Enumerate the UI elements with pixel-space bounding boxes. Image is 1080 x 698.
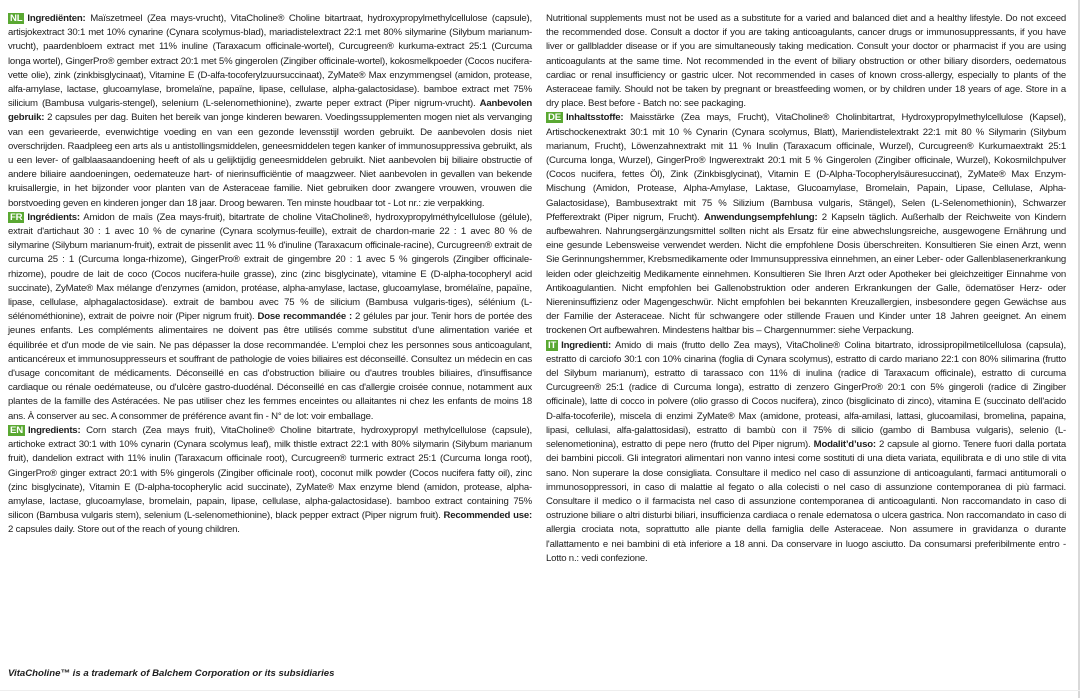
section-en: [8, 424, 532, 538]
use-text-it: 2 capsule al giorno. Tenere fuori dalla portata dei bambini piccoli. Gli integratori alimentari non vanno intesi come sostituti di una dieta variata, equilibrata e di uno stile di vita sano. Non superare la dose consigliata. Consultare il medico nel caso di assunzione di anticoagulanti, farmaci antitumorali o immunosoppressori, in caso di malattie al fegato o alla colecisti o nel caso di assunzione contemporanea di più farmaci. Consultare il medico o il farmacista nel caso di assunzione contemporanea di anticoagulanti. Non raccomandato in caso di ostruzione biliare o altri disturbi biliari, insufficienza cardiaca o renale edematosa o ulcera gastrica. Non raccomandato in caso di allergia crociata nota, soprattutto alle piante della famiglia delle Asteraceae. Non assumere in gravidanza o durante l'allattamento e nei bambini di età inferiore a 18 anni. Da conservare in luogo asciutto. Da consumarsi preferibilmente entro - Lotto n.: vedi confezione.: [546, 439, 1066, 564]
language-badge-fr: FR: [10, 211, 23, 223]
ingredients-heading-it: Ingredienti:: [561, 339, 611, 351]
use-heading-fr: Dose recommandée :: [257, 311, 352, 323]
ingredients-heading-en: Ingredients:: [27, 424, 81, 436]
right-column: [546, 12, 1066, 566]
trademark-footnote: [8, 668, 334, 679]
use-heading-it: Modalit’d’uso:: [813, 439, 876, 451]
trademark-text: is a trademark of Balchem Corporation or its subsidiaries: [70, 668, 335, 679]
use-text-en-continued: Nutritional supplements must not be used as a substitute for a varied and balanced diet and a healthy lifestyle. Do not exceed the recommended dose. Consult a doctor if you are taking anticoagulants, cancer drugs or immunosuppressants, if you have liver or gallbladder disease or if you are simultaneously taking medication. Consult your doctor or pharmacist if you are using anticoagulants at the same time. Not recommended in the event of biliary obstruction or other biliary disorders, oedematous cardiac or renal insufficiency or gastric ulcer. Not recommended in cases of known cross-allergy, especially to plants of the Asteraceae family. Should not be taken by pregnant or breastfeeding women, or by children under 18 years of age. Store in a dry place. Best before - Batch no: see packaging.: [546, 13, 1066, 110]
left-column: [8, 12, 532, 538]
use-text-fr: 2 gélules par jour. Tenir hors de portée des jeunes enfants. Les compléments alimentaires ne doivent pas être utilisés comme substitut d'une alimentation variée et équilibrée et d'un mode de vie sain. Ne pas dépasser la dose recommandée. L'emploi chez les personnes sous anticoagulant, anticancéreux et immunosuppresseurs et souffrant de pathologie de voies biliaires est déconseillé. Consultez un médecin en cas d'usage concomitant de médicaments. Déconseillé en cas d'obstruction biliaire ou d'autres troubles biliaires, d'insuffisance cardiaque ou rénale oedémateuse, ou d'ulcère gastro-duodénal. Déconseillé en cas d'allergie croisée connue, notamment aux plantes de la famille des Astéracées. Ne pas utiliser chez les femmes enceintes ou allaitantes ni chez les enfants de moins 18 ans. À conserver au sec. A consommer de préférence avant fin - N° de lot: voir emballage.: [8, 311, 533, 422]
ingredients-text-it: Amido di mais (frutto dello Zea mays), VitaCholine® Colina bitartrato, idrossipropilmetilcellulosa (capsula), estratto di carciofo 30:1 con 10% cinarina (foglia di Cynara scolymus), estratto di cardo mariano 22:1 con 80% silimarina (frutto del Silybum marianum), estratto di tarassaco con 11% di inulina (radice di Taraxacum officinale), estratto di curcuma Curcugreen® 25:1 (radice di Curcuma longa), estratto di zenzero GingerPro® 20:1 con 5% gingeroli (radice di Zingiber officinale), latte di cocco in polvere (olio grasso di Cocos nucifera), zinco (bisglicinato di zinco), vitamina E (succinato dell'acido D-alfa-tocoferile), miscela di enzimi ZyMate® Max (amidone, proteasi, alfa-amilasi, lattasi, glucoamilasi, bromelina, papaina, lipasi, cellulasi, alfa-galattosidasi), estratto di bambù con il 75% di silicio (gambo di Bambusa vulgaris), selenio (L-selenometionina), estratto di pepe nero (frutto del Piper nigrum).: [546, 339, 1067, 451]
trademark-brand: VitaCholine™: [8, 668, 71, 679]
section-fr: [8, 211, 532, 424]
section-it: [546, 339, 1066, 566]
ingredients-heading-de: Inhaltsstoffe:: [565, 112, 624, 124]
language-badge-de: DE: [548, 112, 561, 124]
bottom-divider: [0, 690, 1080, 691]
ingredients-heading-nl: Ingrediënten:: [27, 13, 86, 24]
language-badge-nl: NL: [10, 13, 23, 24]
use-text-en: 2 capsules daily. Store out of the reach of young children.: [8, 524, 240, 536]
ingredients-text-nl: Maïszetmeel (Zea mays-vrucht), VitaCholine® Choline bitartraat, hydroxypropylmethylcellulose (capsule), artisjokextract 30:1 met 10% cynarine (Cynara scolymus-blad), mariadistelextract 22:1 met 80% silymarine (Silybum marianum-vrucht), paardenbloem extract met 11% inuline (Taraxacum officinale-wortel), Curcugreen® kurkuma-extract 25:1 (Curcuma longa wortel), GingerPro® gember extract 20:1 met 5% gingerolen (Zingiber officinale-wortel), kokosmelkpoeder (Cocos nucifera-vette olie), zink (zinkbisglycinaat), Vitamine E (D-alfa-tocoferylzuursuccinaat), ZyMate® Max enzymmengsel (amidon, protease, alfa-amylase, lactase, glucoamylase, bromelaïne, papaïne, lipase, cellulase, alpha-galactosidase). bamboe extract met 75% silicium (Bambusa vulgaris-stengel), selenium (L-selenomethionine), zwarte peper extract (Piper nigrum-vrucht).: [8, 13, 532, 110]
section-nl: [8, 12, 532, 211]
use-text-de: 2 Kapseln täglich. Außerhalb der Reichweite von Kindern aufbewahren. Nahrungsergänzungsmittel sollten nicht als Ersatz für eine abwechslungsreiche, ausgewogene Ernährung und eine gesunde Lebensweise verwendet werden. Nicht die empfohlene Dosis überschreiten. Konsultieren Sie einen Arzt, wenn Sie Gerinnungshemmer, Krebsmedikamente oder Immunsuppressiva einnehmen, an einer Leber- oder Gallenblasenerkrankung leiden oder gleichzeitig Medikamente einnehmen. Konsultieren Sie Ihren Arzt oder Apotheker bei gleichzeitiger Einnahme von Antikoagulantien. Nicht empfohlen bei Gallenobstruktion oder anderen Erkrankungen der Galle, ödematöser Herz- oder Niereninsuffizienz oder Magengeschwür. Nicht empfohlen bei bekannten Kreuzallergien, insbesondere gegen Gewächse aus der Familie der Asteraceae. Nicht für schwangere oder stillende Frauen und Kinder unter 18 Jahren geeignet. An einem trockenen Ort aufbewahren. Mindestens haltbar bis – Chargennummer: siehe Verpackung.: [546, 211, 1067, 337]
ingredients-text-fr: Amidon de maïs (Zea mays-fruit), bitartrate de choline VitaCholine®, hydroxypropylméthylcellulose (gélule), extrait d'artichaut 30 : 1 avec 10 % de cynarine (Cynara scolymus-feuille), extrait de chardon-marie 22 : 1 avec 80 % de silymarine (Silybum marianum-fruit), extrait de pissenlit avec 11 % d'inuline (Taraxacum officinale-racine), Curcugreen® extrait de curcuma 25 : 1 (Curcuma longa-rhizome), GingerPro® extrait de gingembre 20 : 1 avec 5 % gingerols (Zingiber officinale-rhizome), poudre de lait de coco (Cocos nucifera-huile grasse), zinc (zinc bisglycinate), vitamine E (D-alpha-tocopheryl acid succinate), ZyMate® Max mélange d'enzymes (amidon, protéase, alpha-amylase, lactase, glucoamylase, bromélaïne, papaïne, lipase, cellulase, alphagalactosidase). extrait de bambou avec 75 % de silicium (Bambusa vulgaris-tiges), sélénium (L-sélénométhionine), extrait de poivre noir (Piper nigrum fruit).: [8, 211, 533, 323]
use-heading-nl: Aanbevolen gebruik:: [8, 98, 532, 124]
use-heading-en: Recommended use:: [443, 510, 532, 522]
use-heading-de: Anwendungsempfehlung:: [703, 211, 818, 223]
ingredients-heading-fr: Ingrédients:: [27, 211, 80, 223]
language-badge-en: EN: [10, 424, 23, 436]
use-text-nl: 2 capsules per dag. Buiten het bereik van jonge kinderen bewaren. Voedingssupplementen mogen niet als vervanging van een gevarieerde, evenwichtige voeding en van een gezonde levensstijl worden gebruikt. De aanbevolen dosis niet overschrijden. Raadpleeg een arts als u antistollingsmiddelen, geneesmiddelen tegen kanker of immunosuppressiva gebruikt, als u een lever- of galblaasaandoening heeft of als u gelijktijdig geneesmiddelen gebruikt. Niet aanbevolen bij biliaire obstructie of andere biliaire aandoeningen, oedemateuze hart- of nierinsufficiëntie of maagzweer. Niet aanbevolen in gevallen van bekende kruisallergie, in het bijzonder voor planten van de Asteraceae familie. Niet gebruiken door zwangere vrouwen, vrouwen die borstvoeding geven en kinderen jonger dan 18 jaar. Droog bewaren. Ten minste houdbaar tot - Lot nr.: zie verpakking.: [8, 112, 533, 209]
section-en-continued: [546, 12, 1066, 111]
section-de: [546, 111, 1066, 338]
ingredients-text-de: Maisstärke (Zea mays, Frucht), VitaCholine® Cholinbitartrat, Hydroxypropylmethylcellulose (Kapsel), Artischockenextrakt 30:1 mit 10 % Cynarin (Cynara scolymus, Blatt), Mariendistelextrakt 22:1 mit 80 % Silymarin (Silybum marianum, Frucht), Löwenzahnextrakt mit 11 % Inulin (Taraxacum officinale, Wurzel), Curcugreen® Kurkumaextrakt 25:1 (Curcuma longa, Wurzel), GingerPro® Ingwerextrakt 20:1 mit 5 % Gingerolen (Zingiber officinale, Wurzel), Kokosmilchpulver (Cocos nucifera, fettes Öl), Zink (Zinkbisglycinat), Vitamin E (D-Alpha-Tocopherylsäuresuccinat), ZyMate® Max Enzym-Mischung (Amidon, Protease, Alpha-Amylase, Laktase, Glucoamylase, Bromelain, Papain, Lipase, Cellulase, Alpha-Galactosidase), Bambusextrakt mit 75 % Silizium (Bambusa vulgaris, Stängel), Selen (L-Selenomethionin), Schwarzer Pfefferextrakt (Piper nigrum, Frucht).: [546, 112, 1067, 223]
ingredients-text-en: Corn starch (Zea mays fruit), VitaCholine® Choline bitartrate, hydroxypropyl methylcellulose (capsule), artichoke extract 30:1 with 10% cynarin (Cynara scolymus leaf), milk thistle extract 22:1 with 80% silymarin (Silybum marianum fruit), dandelion extract with 11% inulin (Taraxacum officinale root), Curcugreen® turmeric extract 25:1 (Curcuma longa root), GingerPro® ginger extract 20:1 with 5% gingerols (Zingiber officinale root), coconut milk powder (Cocos nucifera fatty oil), zinc (zinc bisglycinate), Vitamin E (D-alpha-tocopherylic acid succinate), ZyMate® Max enzyme blend (amidon, protease, alpha-amylase, lactase, glucoamylase, bromelain, papain, lipase, cellulase, alpha-galactosidase). bamboo extract containing 75% silicon (Bambusa vulgaris stem), selenium (L-selenomethionine), black pepper extract (Piper nigrum fruit).: [8, 424, 532, 522]
language-badge-it: IT: [548, 339, 557, 351]
